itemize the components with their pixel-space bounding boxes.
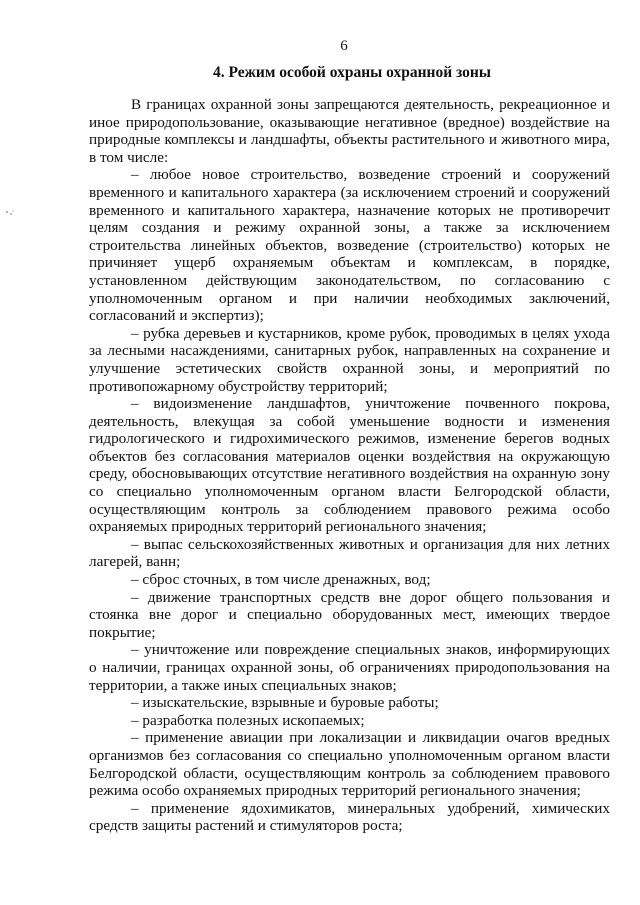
list-item-signs-damage: – уничтожение или повреждение специальных знаков, информирующих о наличии, границах охранной зоны, об ограничениях природопользования на территории, а также иных специальных знаков; xyxy=(89,641,610,694)
intro-paragraph: В границах охранной зоны запрещаются деятельность, рекреационное и иное природопользование, оказывающие негативное (вредное) воздействие на природные комплексы и ландшафты, объекты растительного и животного мира, в том числе: xyxy=(89,96,610,166)
scan-artifact-mark xyxy=(4,208,16,220)
page-number: 6 xyxy=(340,38,348,54)
list-item-vehicle-traffic: – движение транспортных средств вне дорог общего пользования и стоянка вне дорог и специально оборудованных мест, имеющих твердое покрытие; xyxy=(89,588,610,641)
list-item-aviation: – применение авиации при локализации и ликвидации очагов вредных организмов без согласования со специально уполномоченным органом власти Белгородской области, осуществляющим контроль за соблюдением правового режима особо охраняемых природных территорий регионального значения; xyxy=(89,729,610,800)
list-item-mining: – разработка полезных ископаемых; xyxy=(131,711,365,729)
list-item-construction: – любое новое строительство, возведение строений и сооружений временного и капитального характера (за исключением строений и сооружений временного и капитального характера, назначение которых не противоречит целям создания и режиму охранной зоны, а также за исключением строительства линейных объектов, возведение (строительство) которых не причиняет ущерб охраняемым объектам и комплексам, в порядке, установленном действующим законодательством, по согласованию с уполномоченным органом и при наличии необходимых заключений, согласований и экспертиз); xyxy=(89,166,610,325)
list-item-landscape-change: – видоизменение ландшафтов, уничтожение почвенного покрова, деятельность, влекущая за собой уменьшение водности и изменения гидрологического и гидрохимического режимов, изменение берегов водных объектов без согласования материалов оценки воздействия на окружающую среду, обосновывающих отсутствие негативного воздействия на охранную зону со специально уполномоченным органом власти Белгородской области, осуществляющим контроль за соблюдением правового режима особо охраняемых природных территорий регионального значения; xyxy=(89,395,610,536)
section-title: 4. Режим особой охраны охранной зоны xyxy=(213,64,491,81)
list-item-tree-felling: – рубка деревьев и кустарников, кроме рубок, проводимых в целях ухода за лесными насаждениями, санитарных рубок, направленных на сохранение и улучшение эстетических свойств охранной зоны, и мероприятий по противопожарному обустройству территорий; xyxy=(89,324,610,395)
document-body xyxy=(89,96,610,835)
list-item-grazing: – выпас сельскохозяйственных животных и организация для них летних лагерей, ванн; xyxy=(89,535,610,571)
list-item-wastewater: – сброс сточных, в том числе дренажных, вод; xyxy=(131,571,431,589)
list-item-chemicals: – применение ядохимикатов, минеральных удобрений, химических средств защиты растений и стимуляторов роста; xyxy=(89,799,610,835)
list-item-survey-works: – изыскательские, взрывные и буровые работы; xyxy=(131,694,439,712)
